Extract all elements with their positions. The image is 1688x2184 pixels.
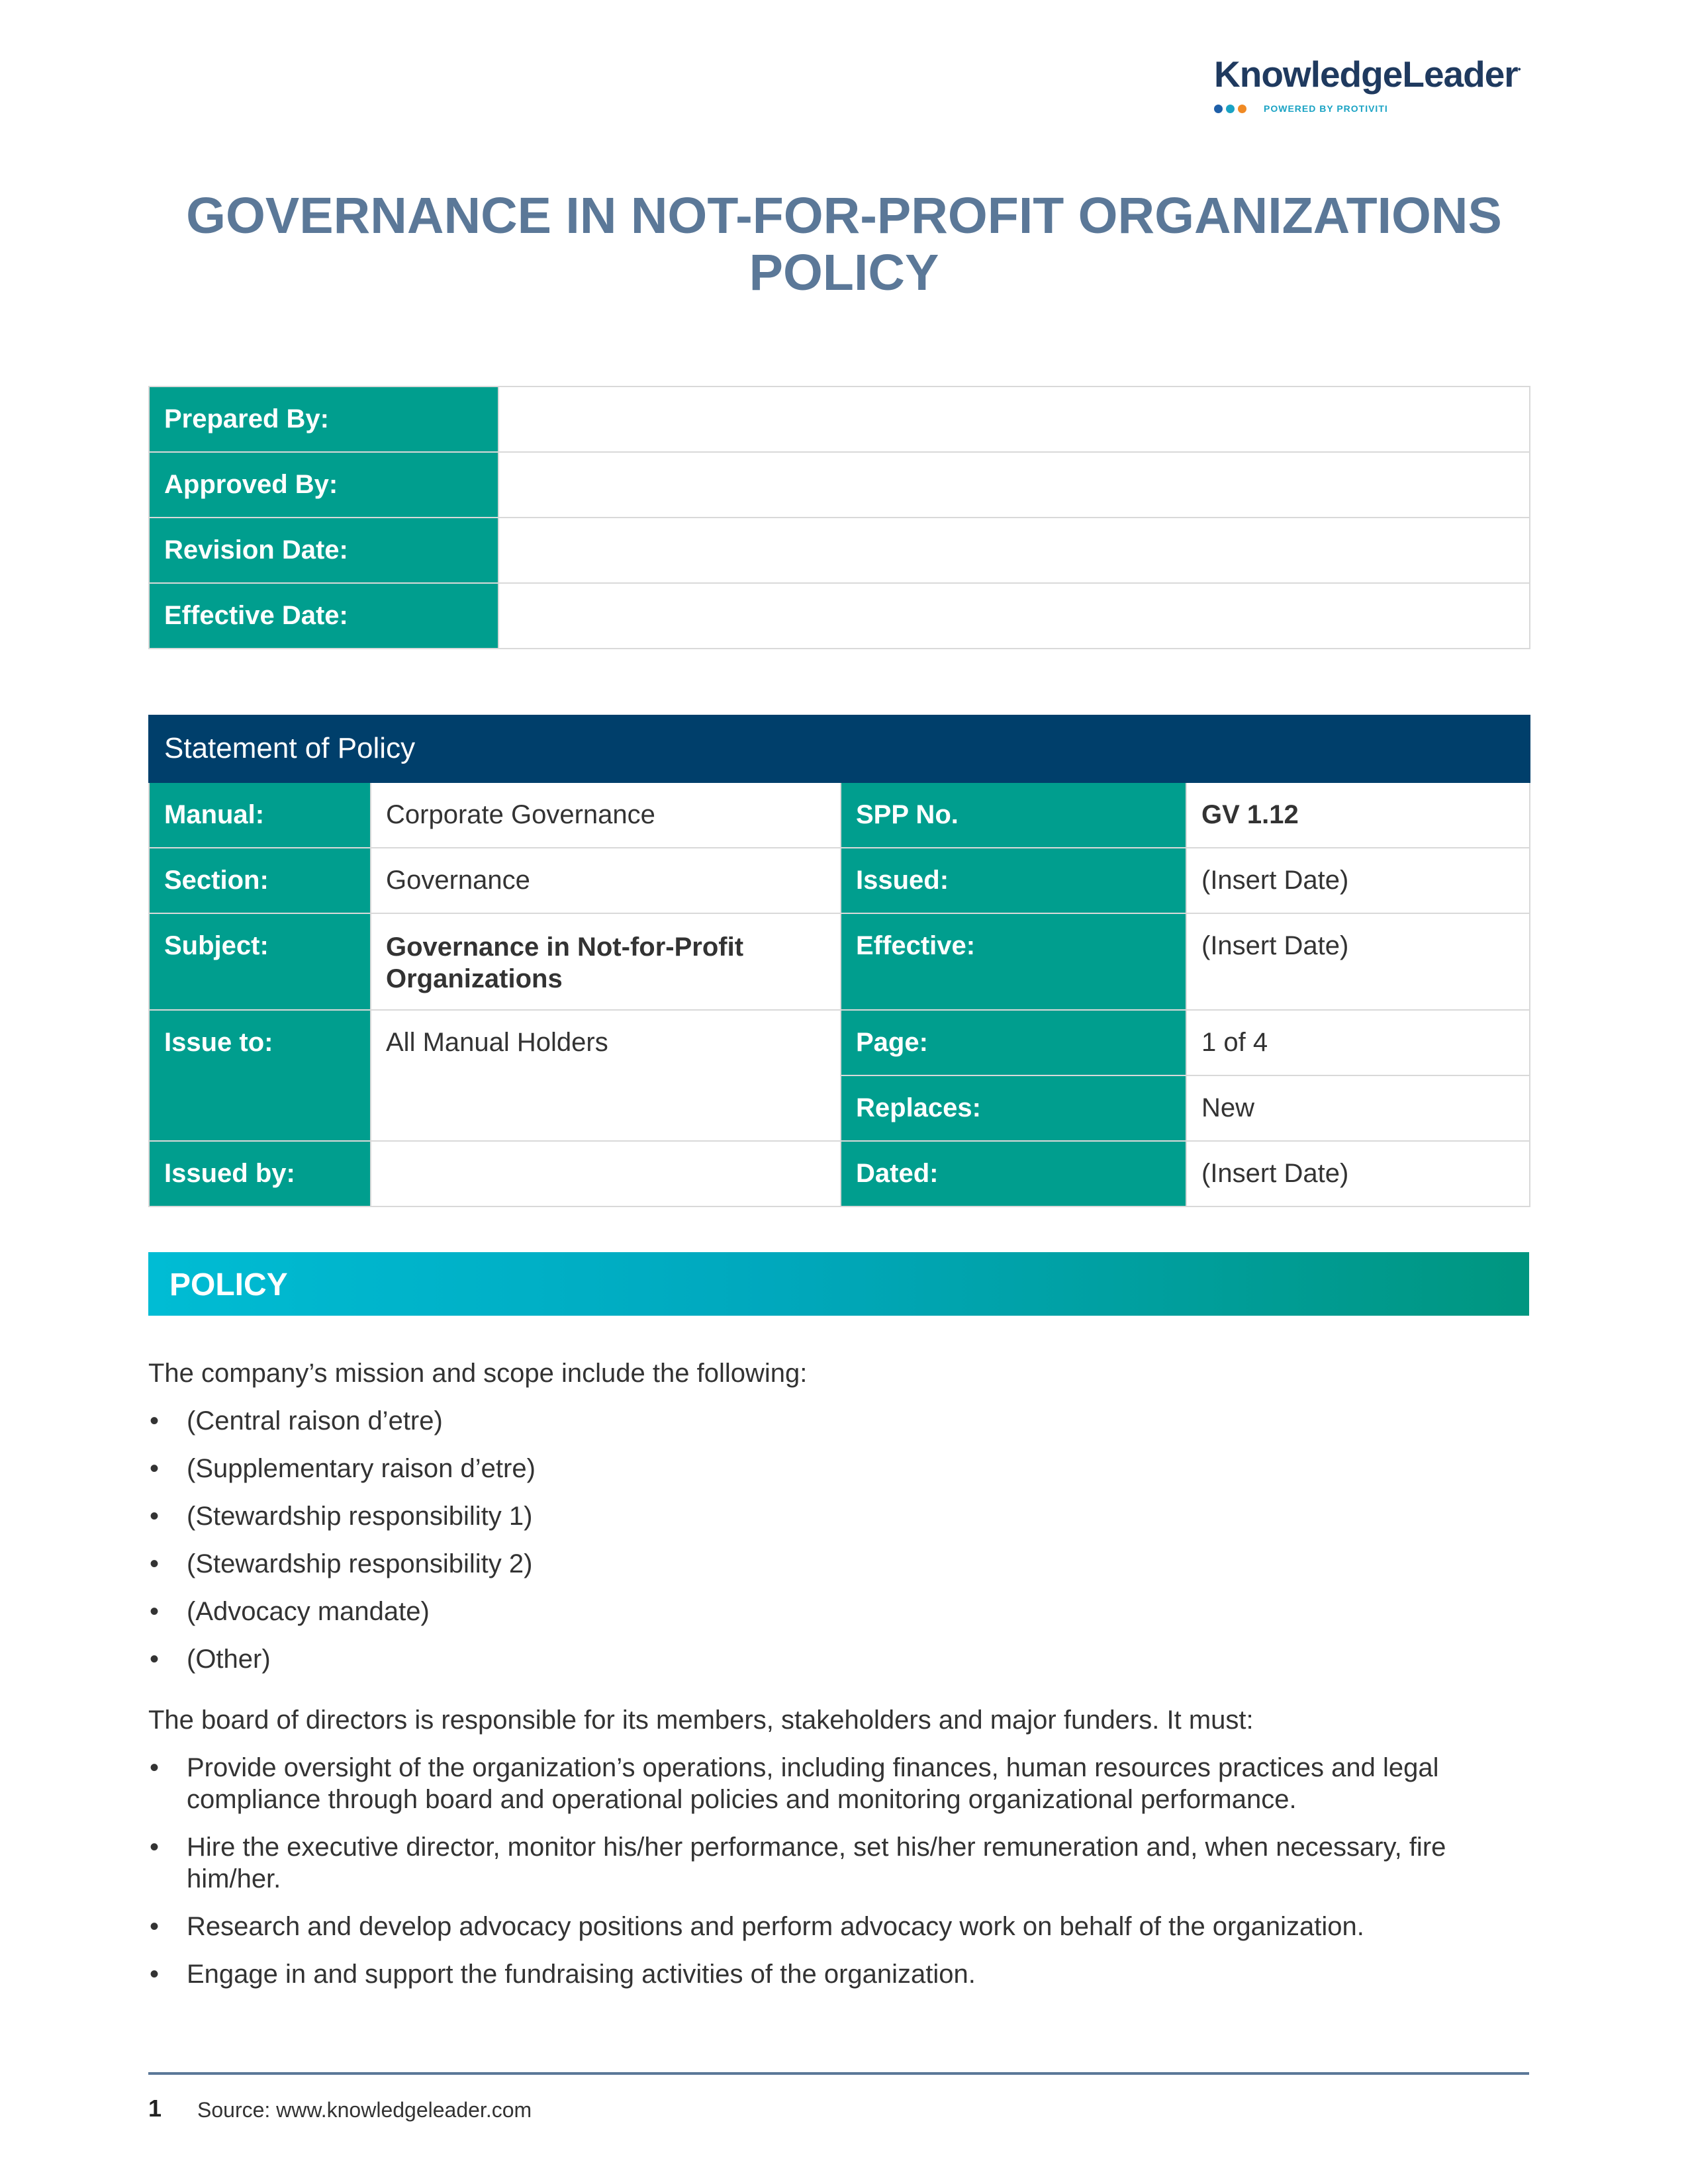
list-item: • Research and develop advocacy positions and perform advocacy work on behalf of the organization.: [150, 1912, 1364, 1941]
subject-label: Subject:: [149, 913, 371, 1010]
section-value: Governance: [371, 848, 841, 913]
effective-value: (Insert Date): [1186, 913, 1530, 1010]
statement-row: [149, 913, 1530, 1010]
section-label: Section:: [149, 848, 371, 913]
board-intro: The board of directors is responsible for its members, stakeholders and major funders. It must:: [148, 1706, 1254, 1735]
subject-value: Governance in Not-for-Profit Organizations: [371, 913, 841, 1010]
revision-date-field[interactable]: [498, 518, 1530, 583]
logo-tagline: POWERED BY PROTIVITI: [1264, 103, 1388, 114]
spp-value: GV 1.12: [1186, 782, 1530, 848]
statement-row: [149, 1010, 1530, 1075]
effective-date-field[interactable]: [498, 583, 1530, 649]
approval-row: [149, 518, 1530, 583]
logo-name: KnowledgeLeader: [1214, 54, 1518, 95]
spp-label: SPP No.: [841, 782, 1186, 848]
page-value: 1 of 4: [1186, 1010, 1530, 1075]
issued-by-label: Issued by:: [149, 1141, 371, 1206]
prepared-by-field[interactable]: [498, 387, 1530, 452]
logo-dots-icon: [1214, 105, 1246, 113]
prepared-by-label: Prepared By:: [149, 387, 498, 452]
statement-row: [149, 782, 1530, 848]
page-title: GOVERNANCE IN NOT-FOR-PROFIT ORGANIZATIONS POLICY: [186, 187, 1502, 301]
manual-value: Corporate Governance: [371, 782, 841, 848]
effective-date-label: Effective Date:: [149, 583, 498, 649]
mission-list: [148, 1405, 1529, 1691]
approved-by-label: Approved By:: [149, 452, 498, 518]
dated-label: Dated:: [841, 1141, 1186, 1206]
approval-table: [148, 386, 1530, 649]
knowledgeleader-logo: KnowledgeLeader• POWERED BY PROTIVITI: [1214, 54, 1521, 114]
approval-row: [149, 452, 1530, 518]
issue-to-value: All Manual Holders: [371, 1010, 841, 1141]
mission-intro: The company’s mission and scope include the following:: [148, 1359, 808, 1388]
list-item: • (Other): [150, 1645, 271, 1674]
list-item: • (Supplementary raison d’etre): [150, 1454, 536, 1483]
approved-by-field[interactable]: [498, 452, 1530, 518]
page-label: Page:: [841, 1010, 1186, 1075]
list-item: • (Stewardship responsibility 1): [150, 1502, 533, 1531]
statement-of-policy-table: [148, 715, 1530, 1207]
issued-label: Issued:: [841, 848, 1186, 913]
board-responsibilities-list: [148, 1752, 1529, 2006]
issue-to-label: Issue to:: [149, 1010, 371, 1141]
manual-label: Manual:: [149, 782, 371, 848]
list-item: • Provide oversight of the organization’s operations, including finances, human resources practices and legal compliance through board and operational policies and monitoring organizational performance.: [150, 1753, 1439, 1814]
statement-header-row: [149, 715, 1530, 782]
approval-row: [149, 387, 1530, 452]
issued-by-value[interactable]: [371, 1141, 841, 1206]
list-item: • (Central raison d’etre): [150, 1406, 443, 1435]
statement-row: [149, 848, 1530, 913]
revision-date-label: Revision Date:: [149, 518, 498, 583]
list-item: • Engage in and support the fundraising activities of the organization.: [150, 1960, 976, 1989]
list-item: • Hire the executive director, monitor his/her performance, set his/her remuneration and, when necessary, fire him/her.: [150, 1833, 1446, 1893]
footer-divider: [148, 2072, 1529, 2075]
approval-row: [149, 583, 1530, 649]
statement-row: [149, 1141, 1530, 1206]
list-item: • (Advocacy mandate): [150, 1597, 430, 1626]
page-number: 1: [148, 2095, 162, 2122]
statement-header: Statement of Policy: [149, 715, 1530, 782]
policy-heading: POLICY: [169, 1267, 288, 1302]
replaces-value: New: [1186, 1075, 1530, 1141]
replaces-label: Replaces:: [841, 1075, 1186, 1141]
footer-source: Source: www.knowledgeleader.com: [197, 2098, 532, 2122]
effective-label: Effective:: [841, 913, 1186, 1010]
dated-value: (Insert Date): [1186, 1141, 1530, 1206]
issued-value: (Insert Date): [1186, 848, 1530, 913]
list-item: • (Stewardship responsibility 2): [150, 1549, 533, 1578]
policy-heading-banner: [148, 1252, 1529, 1316]
